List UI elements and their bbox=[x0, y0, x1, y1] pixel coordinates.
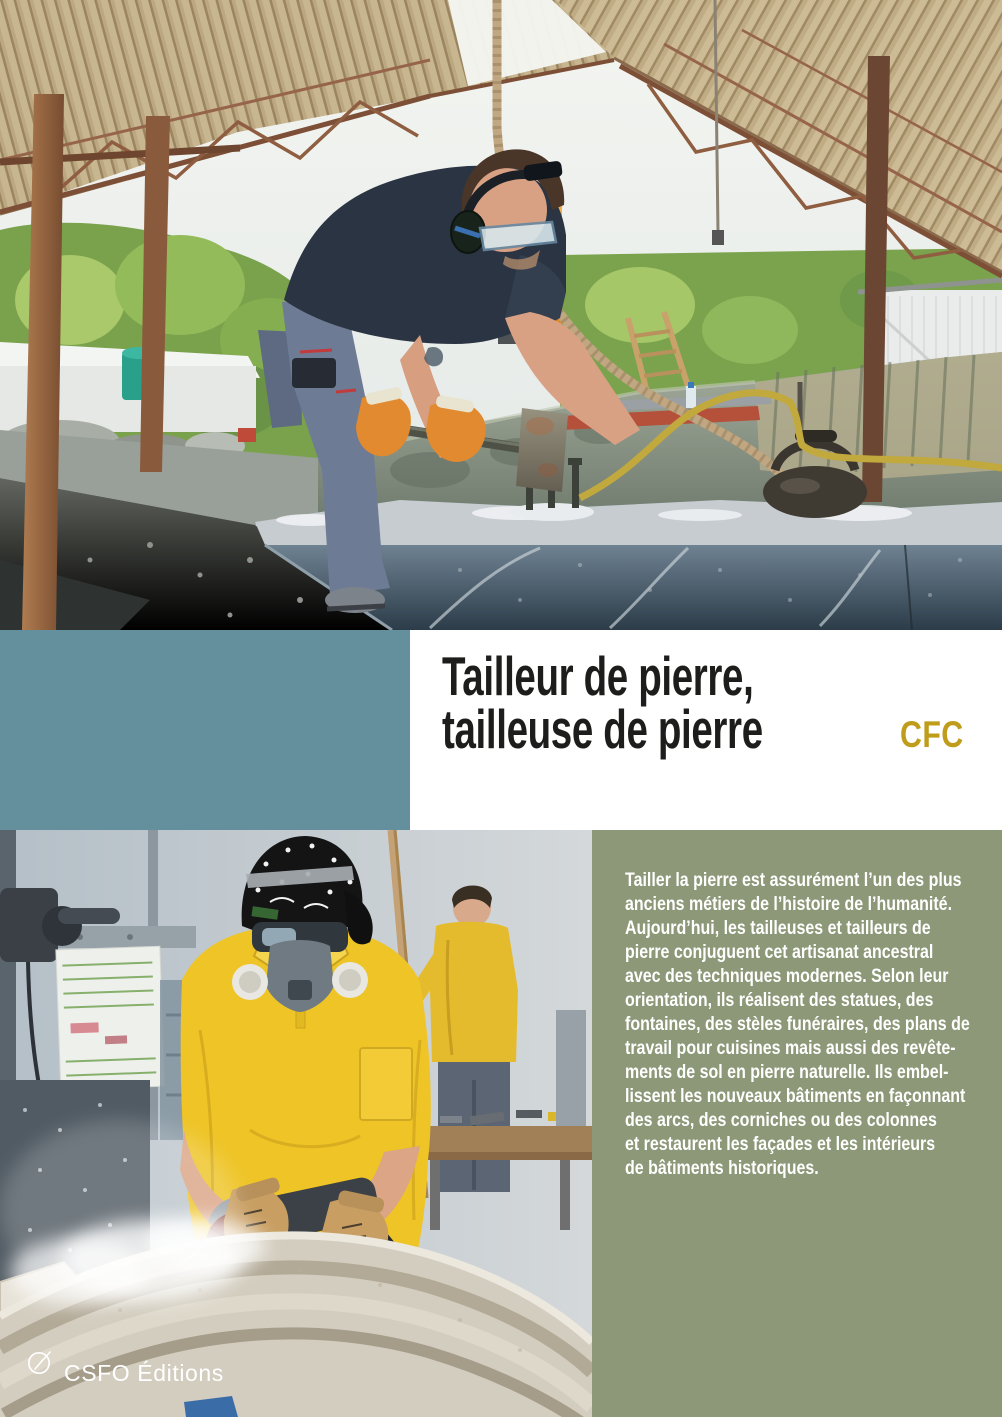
hoist-hook bbox=[712, 230, 724, 245]
desc-line: Tailler la pierre est assurément l’un des plus bbox=[625, 869, 962, 891]
desc-line: lissent les nouveaux bâtiments en façonnant bbox=[625, 1085, 966, 1107]
title-line-2: tailleuse de pierre bbox=[442, 698, 763, 760]
desc-line: anciens métiers de l’histoire de l’humanité. bbox=[625, 893, 953, 915]
teal-color-block bbox=[0, 630, 410, 830]
desc-line: ments de sol en pierre naturelle. Ils embel- bbox=[625, 1061, 949, 1083]
compass-icon bbox=[27, 1350, 53, 1376]
desc-line: de bâtiments historiques. bbox=[625, 1157, 819, 1179]
photo-stone-carver-hammer bbox=[0, 0, 1002, 630]
desc-line: fontaines, des stèles funéraires, des plans de bbox=[625, 1013, 970, 1035]
publisher-logo bbox=[27, 1346, 224, 1387]
hammer-head bbox=[516, 408, 568, 492]
desc-line: travail pour cuisines mais aussi des revête- bbox=[625, 1037, 956, 1059]
profession-description bbox=[625, 868, 970, 1180]
desc-line: des arcs, des corniches ou des colonnes bbox=[625, 1109, 937, 1131]
chest-pocket bbox=[360, 1048, 412, 1120]
desc-line: orientation, ils réalisent des statues, des bbox=[625, 989, 934, 1011]
desc-line: Aujourd’hui, les tailleuses et tailleurs de bbox=[625, 917, 931, 939]
desc-line: pierre conjuguent cet artisanat ancestral bbox=[625, 941, 934, 963]
photo-top-illustration bbox=[0, 0, 1002, 630]
photo-bottom-illustration bbox=[0, 830, 592, 1417]
water-bottle bbox=[686, 386, 696, 408]
hanging-paper bbox=[56, 946, 165, 1090]
publisher-name: CSFO Éditions bbox=[64, 1360, 224, 1386]
page-title bbox=[442, 645, 763, 760]
certificate-badge: CFC bbox=[900, 714, 964, 755]
desc-line: et restaurent les façades et les intérieurs bbox=[625, 1133, 936, 1155]
desc-line: avec des techniques modernes. Selon leur bbox=[625, 965, 949, 987]
title-line-1: Tailleur de pierre, bbox=[442, 645, 754, 707]
photo-stone-grinding bbox=[0, 830, 592, 1417]
yellow-shirt-back bbox=[430, 922, 518, 1062]
olive-text-block bbox=[592, 830, 1002, 1417]
